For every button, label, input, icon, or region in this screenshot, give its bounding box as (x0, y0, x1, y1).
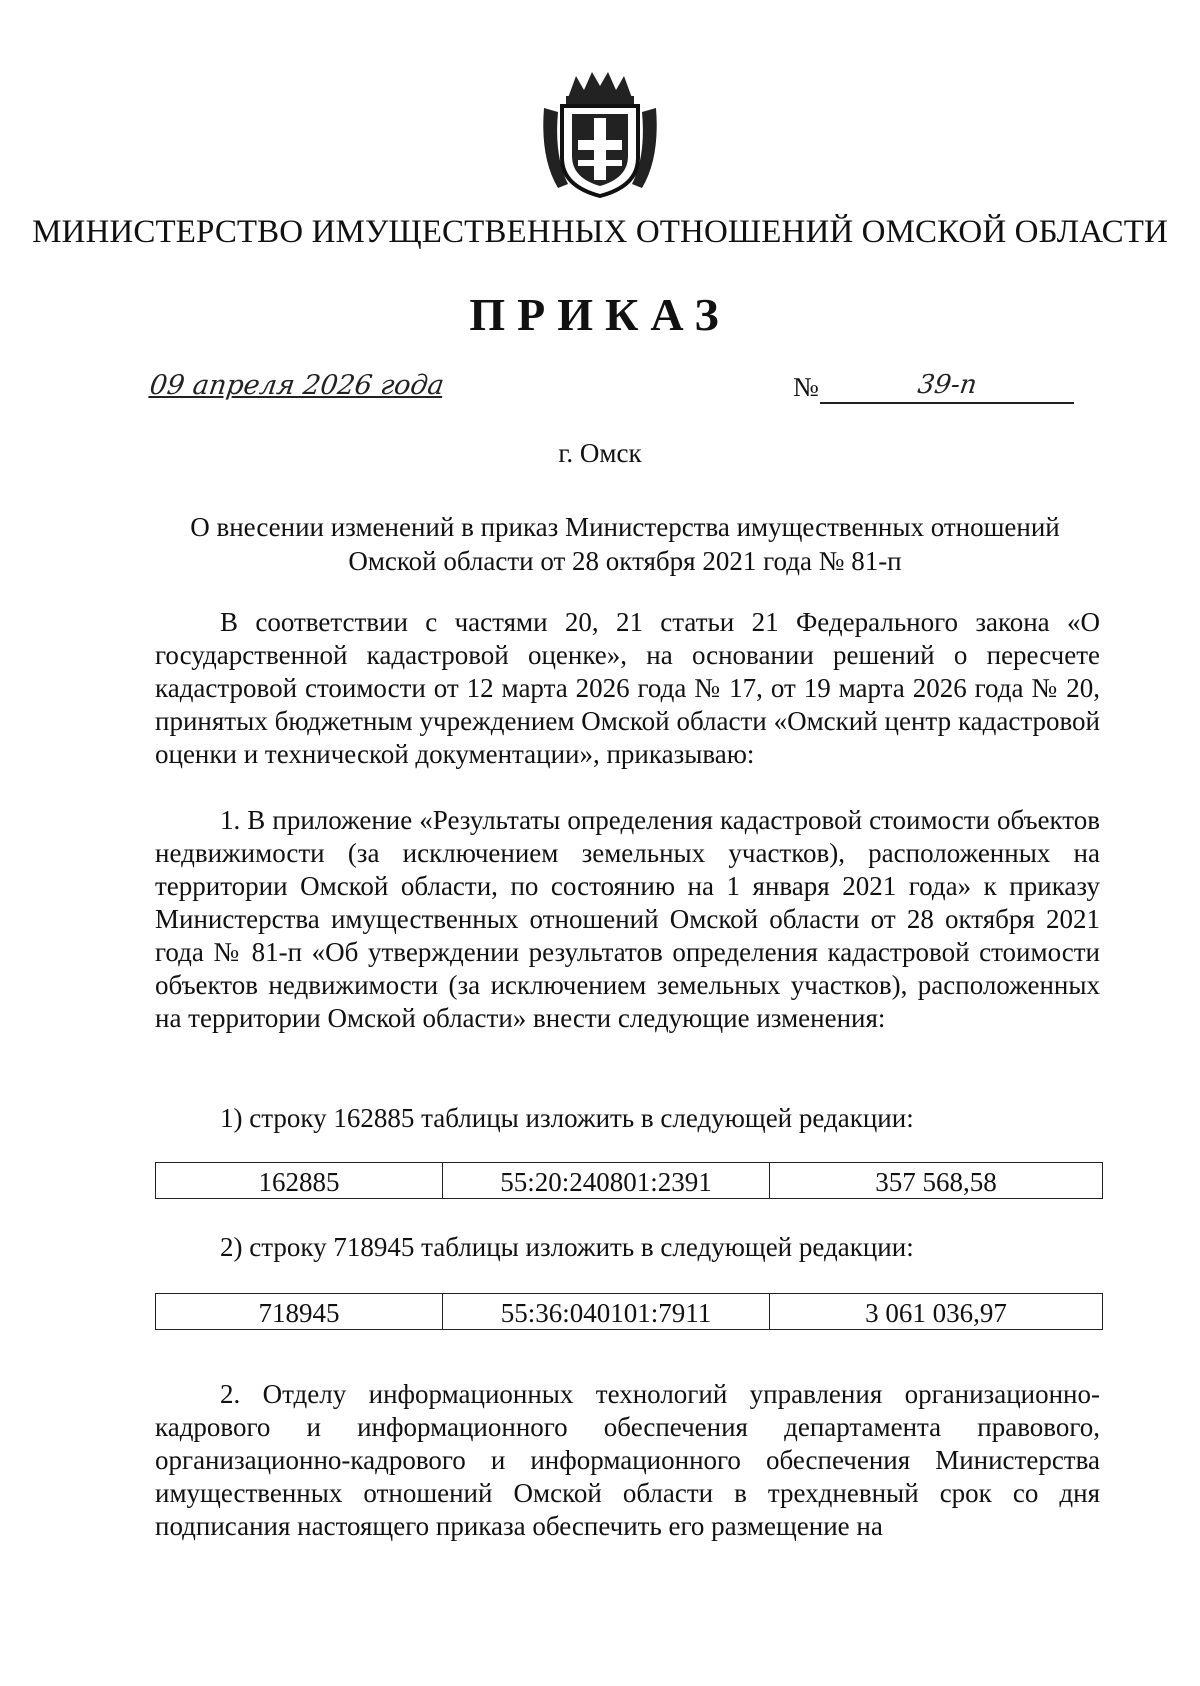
ministry-name: МИНИСТЕРСТВО ИМУЩЕСТВЕННЫХ ОТНОШЕНИЙ ОМСКОЙ ОБЛАСТИ (32, 214, 1168, 250)
city: г. Омск (558, 438, 642, 468)
replacement-row-table-2 (155, 1293, 1103, 1330)
coat-of-arms-icon (538, 68, 662, 200)
preamble-paragraph: В соответствии с частями 20, 21 статьи 21 Федерального закона «О государственной кадастровой оценке», на основании решений о пересчете кадастровой стоимости от 12 марта 2026 года № 17, от 19 марта 2026 года № 20, принятых бюджетным учреждением Омской области «Омский центр кадастровой оценки и технической документации», приказываю: (155, 607, 1100, 769)
row-number-cell: 162885 (156, 1163, 443, 1199)
row-number-cell: 718945 (156, 1294, 443, 1330)
handwritten-number: 39-п (915, 370, 979, 400)
document-type-title: ПРИКАЗ (469, 289, 731, 340)
clause-2-paragraph: 2. Отделу информационных технологий управления организационно-кадрового и информационного обеспечения департамента правового, организационно-кадрового и информационного обеспечения Министерства имущественных отношений Омской области в трехдневный срок со дня подписания настоящего приказа обеспечить его размещение на (155, 1379, 1100, 1541)
replacement-row-table-1 (155, 1162, 1103, 1199)
table-row (156, 1163, 1103, 1199)
subject-line-2: Омской области от 28 октября 2021 года № 81-п (348, 546, 902, 576)
document-subject (150, 510, 1100, 578)
clause-1-paragraph: 1. В приложение «Результаты определения кадастровой стоимости объектов недвижимости (за исключением земельных участков), расположенных на территории Омской области, по состоянию на 1 января 2021 года» к приказу Министерства имущественных отношений Омской области от 28 октября 2021 года № 81-п «Об утверждении результатов определения кадастровой стоимости объектов недвижимости (за исключением земельных участков), расположенных на территории Омской области» внести следующие изменения: (155, 805, 1100, 1033)
subject-line-1: О внесении изменений в приказ Министерства имущественных отношений (190, 512, 1060, 542)
number-label: № (793, 372, 819, 402)
cadastral-value-cell: 357 568,58 (770, 1163, 1103, 1199)
number-underline (820, 402, 1074, 404)
cadastral-number-cell: 55:36:040101:7911 (443, 1294, 770, 1330)
handwritten-date: 09 апреля 2026 года (147, 370, 446, 401)
table-row (156, 1294, 1103, 1330)
cadastral-value-cell: 3 061 036,97 (770, 1294, 1103, 1330)
subclause-1: 1) строку 162885 таблицы изложить в следующей редакции: (220, 1103, 914, 1133)
cadastral-number-cell: 55:20:240801:2391 (443, 1163, 770, 1199)
subclause-2: 2) строку 718945 таблицы изложить в следующей редакции: (220, 1232, 914, 1262)
